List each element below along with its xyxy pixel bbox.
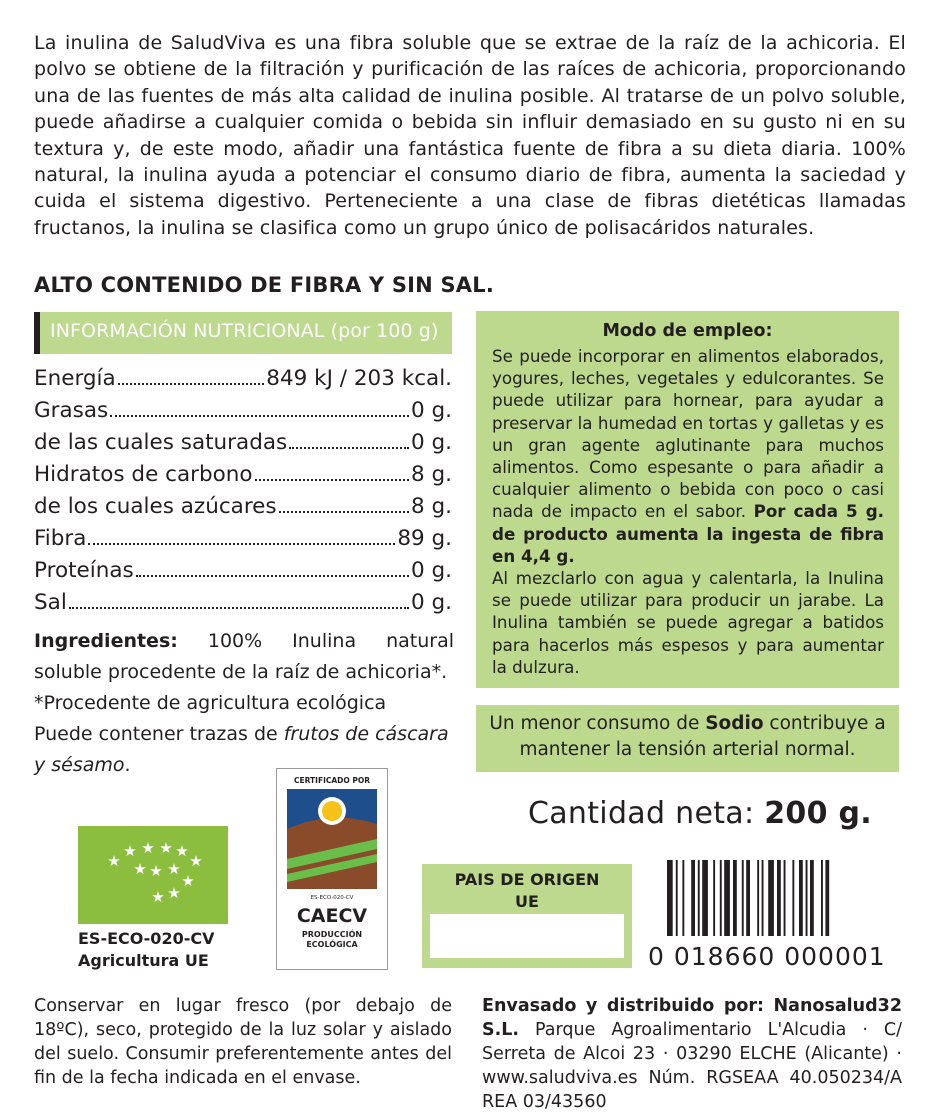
eco-label: Agricultura UE xyxy=(78,951,209,970)
ingredients-text: 100% Inulina natural soluble procedente de la raíz de achicoria*. xyxy=(34,630,454,683)
nutrition-row xyxy=(34,430,452,455)
caecv-emblem-icon xyxy=(277,769,387,969)
nutrition-row xyxy=(34,366,452,391)
allergen-prefix: Puede contener trazas de xyxy=(34,723,284,745)
origin-box xyxy=(422,864,632,968)
nutrition-row xyxy=(34,494,452,519)
nutrition-value: 849 kJ / 203 kcal. xyxy=(266,366,452,391)
ingredients-line xyxy=(34,626,454,688)
svg-text:★: ★ xyxy=(107,852,121,870)
nutrition-label: Proteínas xyxy=(34,558,134,583)
nutrition-label: Fibra xyxy=(34,526,87,551)
headline: ALTO CONTENIDO DE FIBRA Y SIN SAL. xyxy=(34,273,495,297)
nutrition-value: 89 g. xyxy=(397,526,452,551)
usage-title: Modo de empleo: xyxy=(602,321,773,341)
usage-panel xyxy=(476,311,899,688)
nutrition-value: 0 g. xyxy=(411,398,452,423)
sodium-claim xyxy=(476,705,899,772)
svg-text:★: ★ xyxy=(181,872,195,890)
sodium-suffix: contribuye a mantener la tensión arterial normal. xyxy=(519,713,886,760)
origin-blank-field xyxy=(430,914,624,958)
usage-bold: Por cada 5 g. de producto aumenta la ingesta de fibra en 4,4 g. xyxy=(492,501,884,566)
eco-code: ES-ECO-020-CV xyxy=(78,929,215,948)
packer-info xyxy=(482,994,902,1114)
dot-leader xyxy=(118,383,265,385)
packer-bold: Envasado y distribuido por: Nanosalud32 S.L. xyxy=(482,996,902,1040)
svg-text:★: ★ xyxy=(159,839,173,857)
net-quantity xyxy=(528,796,872,831)
caecv-name: CAECV xyxy=(296,905,368,927)
storage-instructions: Conservar en lugar fresco (por debajo de 18ºC), seco, protegido de la luz solar y aislado del suelo. Consumir preferentemente antes del fin de la fecha indicada en el envase. xyxy=(34,996,452,1088)
allergen-line xyxy=(34,719,454,781)
caecv-top-text: CERTIFICADO POR xyxy=(293,776,371,785)
origin-value: UE xyxy=(515,892,539,911)
eu-leaf-stars-icon xyxy=(78,826,228,924)
nutrition-value: 8 g. xyxy=(411,462,452,487)
nutrition-header-label: INFORMACIÓN NUTRICIONAL (por 100 g) xyxy=(50,320,439,342)
svg-text:★: ★ xyxy=(175,842,189,860)
caecv-certification-logo xyxy=(276,768,388,970)
nutrition-value: 8 g. xyxy=(411,494,452,519)
intro-paragraph: La inulina de SaludViva es una fibra soluble que se extrae de la raíz de la achicoria. El polvo se obtiene de la filtración y purificación de las raíces de achicoria, proporcionando una de las fuentes de más alta calidad de inulina posible. Al tratarse de un polvo soluble, puede añadirse a cualquier comida o bebida sin influir demasiado en su gusto ni en su textura y, de este modo, añadir una fantástica fuente de fibra a su dieta diaria. 100% natural, la inulina ayuda a potenciar el consumo diario de fibra, aumenta la saciedad y cuida el sistema digestivo. Perteneciente a una clase de fibras dietéticas llamadas fructanos, la inulina se clasifica como un grupo único de polisacáridos naturales. xyxy=(34,32,906,239)
dot-leader xyxy=(110,415,409,417)
net-value: 200 g. xyxy=(764,796,872,831)
allergen-items: frutos de cáscara y sésamo xyxy=(34,723,449,776)
nutrition-label: Sal xyxy=(34,590,67,615)
nutrition-value: 0 g. xyxy=(411,590,452,615)
eu-organic-logo-icon xyxy=(78,826,228,924)
caecv-sub1: PRODUCCIÓN xyxy=(301,930,363,939)
ingredients-block xyxy=(34,626,454,781)
net-label: Cantidad neta: xyxy=(528,796,765,831)
sodium-bold: Sodio xyxy=(705,713,764,734)
eco-code-block xyxy=(78,928,214,972)
nutrition-value: 0 g. xyxy=(411,558,452,583)
svg-text:★: ★ xyxy=(123,842,137,860)
nutrition-row xyxy=(34,558,452,583)
svg-text:★: ★ xyxy=(133,860,147,878)
barcode-number: 0 018660 000001 xyxy=(648,942,886,971)
nutrition-label: Hidratos de carbono xyxy=(34,462,253,487)
nutrition-row xyxy=(34,398,452,423)
usage-text-1: Se puede incorporar en alimentos elaborados, yogures, leches, vegetales y edulcorantes. Se puede utilizar para hornear, para ayudar a preservar la humedad en tortas y galletas y es un gran agente aglutinante para muchos alimentos. Como espesante o para añadir a cualquier alimento o bebida con poco o casi nada de impacto en el sabor. xyxy=(492,346,884,522)
dot-leader xyxy=(69,607,409,609)
svg-text:★: ★ xyxy=(189,852,203,870)
dot-leader xyxy=(289,447,409,449)
nutrition-label: de los cuales azúcares xyxy=(34,494,277,519)
svg-text:★: ★ xyxy=(151,888,165,906)
nutrition-label: de las cuales saturadas xyxy=(34,430,288,455)
svg-text:★: ★ xyxy=(149,862,163,880)
sodium-prefix: Un menor consumo de xyxy=(489,713,706,734)
dot-leader xyxy=(279,511,409,513)
nutrition-row xyxy=(34,462,452,487)
nutrition-value: 0 g. xyxy=(411,430,452,455)
nutrition-row xyxy=(34,590,452,615)
caecv-sub2: ECOLÓGICA xyxy=(306,940,358,949)
svg-text:★: ★ xyxy=(141,839,155,857)
nutrition-header xyxy=(34,312,452,354)
nutrition-label: Energía xyxy=(34,366,116,391)
svg-text:★: ★ xyxy=(167,860,181,878)
dot-leader xyxy=(88,543,395,545)
usage-text xyxy=(492,345,884,678)
packer-text: Parque Agroalimentario L'Alcudia · C/ Serreta de Alcoi 23 · 03290 ELCHE (Alicante) · www.saludviva.es Núm. RGSEAA 40.050234/A REA 03/43560 xyxy=(482,1020,902,1112)
allergen-suffix: . xyxy=(124,754,131,776)
dot-leader xyxy=(255,479,409,481)
dot-leader xyxy=(136,575,409,577)
nutrition-header-bar xyxy=(34,312,40,354)
ingredients-label: Ingredientes: xyxy=(34,630,178,652)
svg-text:★: ★ xyxy=(167,884,181,902)
caecv-code: ES-ECO-020-CV xyxy=(310,895,354,901)
nutrition-row xyxy=(34,526,452,551)
nutrition-label: Grasas xyxy=(34,398,109,423)
ingredients-note: *Procedente de agricultura ecológica xyxy=(34,692,387,714)
origin-title: PAIS DE ORIGEN xyxy=(454,870,600,889)
usage-text-2: Al mezclarlo con agua y calentarla, la Inulina se puede utilizar para producir un jarabe. La Inulina también se puede agregar a batidos para hacerlos más espesos y para aumentar la dulzura. xyxy=(492,568,884,677)
